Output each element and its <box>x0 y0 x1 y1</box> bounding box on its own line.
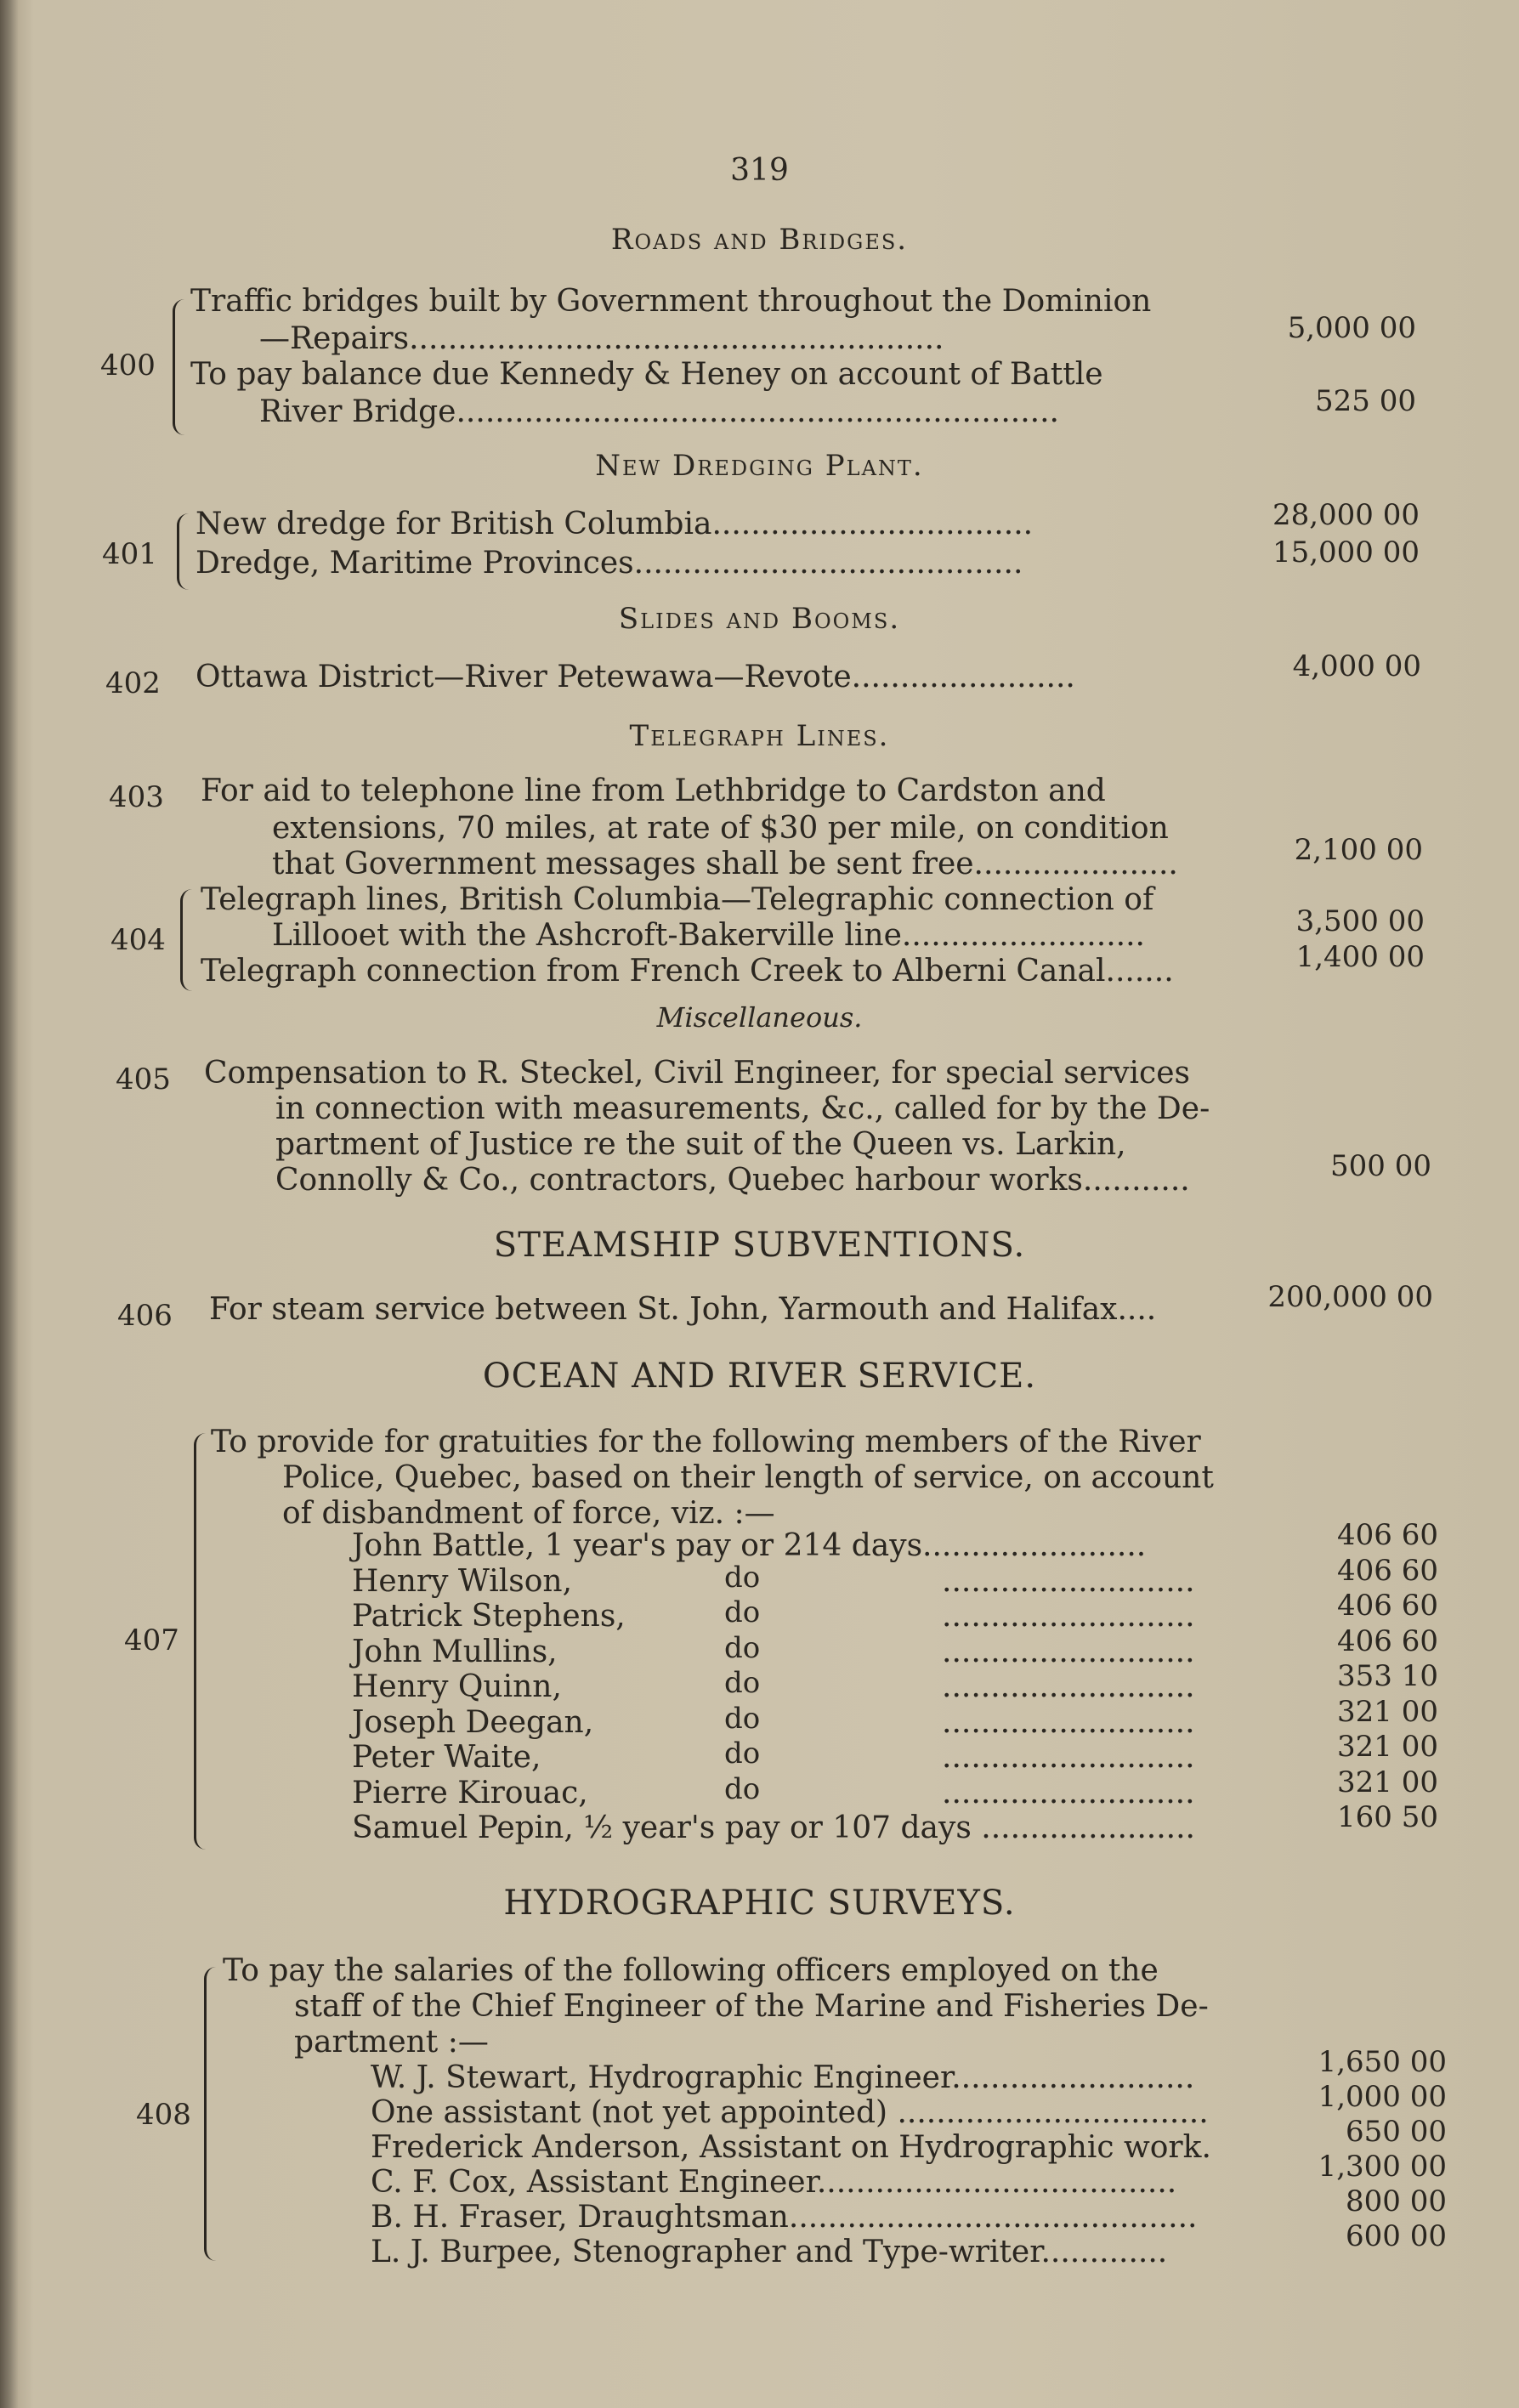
item-number-408: 408 <box>136 2098 191 2132</box>
item-number-407: 407 <box>124 1623 179 1657</box>
gratuity-amount: 406 60 <box>1337 1623 1438 1658</box>
item-400-line-4: River Bridge.............................................................. <box>259 394 1059 429</box>
gratuity-amount: 406 60 <box>1337 1553 1438 1588</box>
item-number-405: 405 <box>116 1062 171 1096</box>
gratuity-ditto: do <box>724 1737 761 1771</box>
gratuity-amount: 160 50 <box>1337 1800 1438 1834</box>
leader-dots: .......................... <box>942 1563 1195 1599</box>
item-408-line-1: To pay the salaries of the following officers employed on the <box>223 1953 1159 1988</box>
item-405-line-2: in connection with measurements, &c., called for by the De- <box>275 1091 1210 1126</box>
gratuity-name: John Mullins, <box>352 1634 558 1669</box>
salary-name: W. J. Stewart, Hydrographic Engineer......................... <box>371 2060 1195 2095</box>
salary-amount: 1,000 00 <box>1318 2080 1447 2114</box>
salary-name: B. H. Fraser, Draughtsman.......................................... <box>371 2200 1198 2235</box>
salary-amount: 1,300 00 <box>1318 2150 1447 2184</box>
item-403-line-3: that Government messages shall be sent free..................... <box>272 847 1178 881</box>
item-401-amount-2: 15,000 00 <box>1272 535 1420 569</box>
gratuity-name: Patrick Stephens, <box>352 1599 626 1634</box>
salary-amount: 800 00 <box>1346 2184 1447 2218</box>
item-402-line: Ottawa District—River Petewawa—Revote....................... <box>196 660 1075 694</box>
item-401-amount-1: 28,000 00 <box>1272 498 1420 532</box>
brace-408 <box>204 1967 218 2261</box>
heading-hydrographic-surveys: HYDROGRAPHIC SURVEYS. <box>503 1884 1016 1923</box>
item-406-line: For steam service between St. John, Yarmouth and Halifax.... <box>209 1292 1157 1327</box>
page-number: 319 <box>730 153 789 188</box>
leader-dots: .......................... <box>942 1599 1195 1634</box>
item-405-line-3: partment of Justice re the suit of the Queen vs. Larkin, <box>275 1127 1126 1162</box>
item-401-line-1: New dredge for British Columbia................................. <box>196 507 1034 541</box>
item-403-amount: 2,100 00 <box>1294 833 1423 867</box>
salary-name: C. F. Cox, Assistant Engineer..................................... <box>371 2165 1177 2200</box>
gratuity-name: John Battle, 1 year's pay or 214 days....................... <box>352 1528 1147 1563</box>
item-400-amount-1: 5,000 00 <box>1287 311 1416 345</box>
item-400-line-2: —Repairs....................................................... <box>259 321 944 356</box>
leader-dots: .......................... <box>942 1775 1195 1810</box>
gratuity-name: Henry Wilson, <box>352 1563 573 1599</box>
gratuity-ditto: do <box>724 1560 761 1595</box>
item-400-line-3: To pay balance due Kennedy & Heney on account of Battle <box>190 357 1103 392</box>
gratuity-name: Samuel Pepin, ½ year's pay or 107 days ...................... <box>352 1810 1196 1845</box>
heading-miscellaneous: Miscellaneous. <box>656 1001 863 1034</box>
gratuity-amount: 321 00 <box>1337 1765 1438 1799</box>
gratuity-name: Joseph Deegan, <box>352 1704 594 1740</box>
item-400-amount-2: 525 00 <box>1315 384 1416 418</box>
heading-slides-booms: Slides and Booms. <box>618 602 901 636</box>
brace-401 <box>177 513 191 590</box>
item-405-amount: 500 00 <box>1330 1149 1431 1183</box>
item-number-403: 403 <box>109 780 164 814</box>
item-405-line-1: Compensation to R. Steckel, Civil Engineer, for special services <box>204 1056 1190 1091</box>
leader-dots: .......................... <box>942 1704 1195 1740</box>
item-400-line-1: Traffic bridges built by Government throughout the Dominion <box>190 284 1152 319</box>
item-406-amount: 200,000 00 <box>1267 1280 1433 1314</box>
item-408-line-2: staff of the Chief Engineer of the Marine and Fisheries De- <box>294 1989 1209 2024</box>
item-405-line-4: Connolly & Co., contractors, Quebec harbour works........... <box>275 1163 1190 1198</box>
gratuity-amount: 406 60 <box>1337 1589 1438 1623</box>
gratuity-ditto: do <box>724 1701 761 1736</box>
gratuity-amount: 406 60 <box>1337 1518 1438 1552</box>
salary-name: L. J. Burpee, Stenographer and Type-writer............. <box>371 2235 1168 2269</box>
heading-steamship-subventions: STEAMSHIP SUBVENTIONS. <box>493 1226 1026 1265</box>
gratuity-ditto: do <box>724 1595 761 1629</box>
gratuity-amount: 353 10 <box>1337 1659 1438 1693</box>
leader-dots: .......................... <box>942 1634 1195 1669</box>
leader-dots: .......................... <box>942 1669 1195 1704</box>
salary-amount: 1,650 00 <box>1318 2045 1447 2079</box>
item-404-amount-1: 3,500 00 <box>1295 904 1425 938</box>
item-number-406: 406 <box>117 1299 173 1333</box>
item-404-line-2: Lillooet with the Ashcroft-Bakerville line......................... <box>272 918 1145 953</box>
brace-404 <box>180 889 195 991</box>
gratuity-ditto: do <box>724 1666 761 1700</box>
item-number-404: 404 <box>111 923 166 957</box>
gratuity-ditto: do <box>724 1771 761 1806</box>
gratuity-name: Henry Quinn, <box>352 1669 562 1704</box>
gratuity-name: Pierre Kirouac, <box>352 1775 588 1810</box>
item-403-line-2: extensions, 70 miles, at rate of $30 per mile, on condition <box>272 811 1169 846</box>
heading-ocean-river-service: OCEAN AND RIVER SERVICE. <box>482 1357 1037 1396</box>
gratuity-ditto: do <box>724 1630 761 1665</box>
salary-name: Frederick Anderson, Assistant on Hydrographic work. <box>371 2130 1211 2165</box>
brace-407 <box>194 1433 208 1850</box>
gratuity-amount: 321 00 <box>1337 1694 1438 1729</box>
heading-roads-bridges: Roads and Bridges. <box>610 223 909 257</box>
item-407-line-2: Police, Quebec, based on their length of service, on account <box>282 1460 1214 1495</box>
item-404-line-3: Telegraph connection from French Creek to Alberni Canal....... <box>201 954 1174 989</box>
brace-400 <box>173 299 187 435</box>
item-401-line-2: Dredge, Maritime Provinces........................................ <box>196 546 1023 581</box>
item-402-amount: 4,000 00 <box>1292 649 1421 683</box>
item-number-402: 402 <box>105 666 161 700</box>
item-408-line-3: partment :— <box>294 2025 489 2060</box>
item-number-401: 401 <box>102 537 157 571</box>
salary-amount: 600 00 <box>1346 2219 1447 2253</box>
salary-amount: 650 00 <box>1346 2115 1447 2149</box>
item-404-line-1: Telegraph lines, British Columbia—Telegraphic connection of <box>201 882 1154 917</box>
gratuity-name: Peter Waite, <box>352 1740 541 1775</box>
item-number-400: 400 <box>100 348 156 382</box>
gratuity-amount: 321 00 <box>1337 1730 1438 1764</box>
item-407-line-3: of disbandment of force, viz. :— <box>282 1496 775 1531</box>
salary-name: One assistant (not yet appointed) ................................ <box>371 2095 1209 2130</box>
leader-dots: .......................... <box>942 1740 1195 1775</box>
heading-dredging-plant: New Dredging Plant. <box>595 449 924 483</box>
heading-telegraph-lines: Telegraph Lines. <box>629 719 890 753</box>
item-407-line-1: To provide for gratuities for the following members of the River <box>211 1425 1201 1459</box>
item-403-line-1: For aid to telephone line from Lethbridge to Cardston and <box>201 773 1106 808</box>
item-404-amount-2: 1,400 00 <box>1295 940 1425 974</box>
